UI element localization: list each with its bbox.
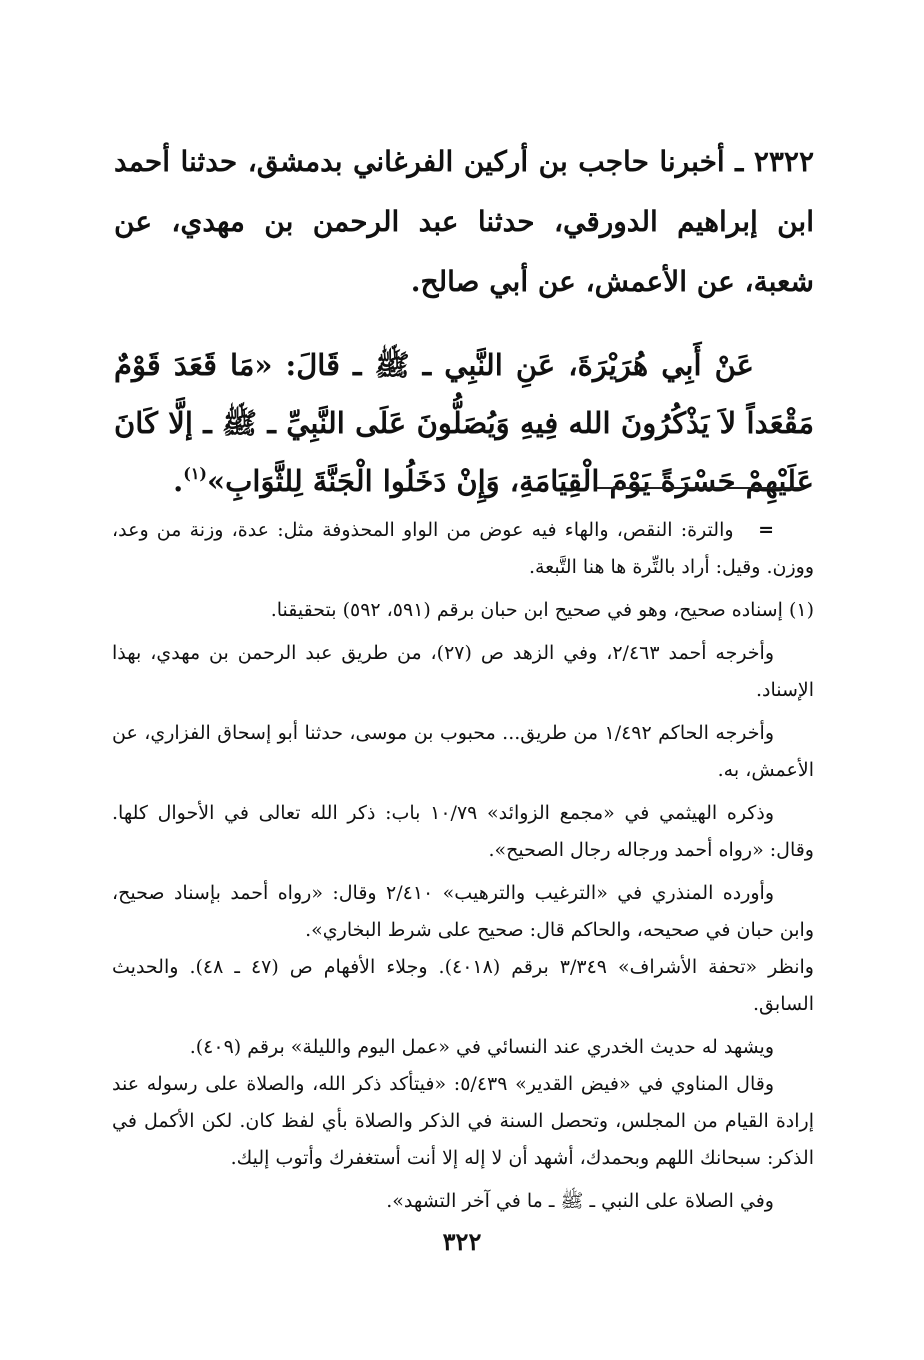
footnote-1-text: إسناده صحيح، وهو في صحيح ابن حبان برقم (٥٩١، ٥٩٢) بتحقيقنا. <box>270 599 783 621</box>
footnote-paragraph-munawi: وقال المناوي في «فيض القدير» ٥/٤٣٩: «فيتأكد ذكر الله، والصلاة على رسوله عند إرادة القيام من المجلس، وتحصل السنة في الذكر والصلاة بأي لفظ كان. لكن الأكمل في الذكر: سبحانك اللهم وبحمدك، أشهد أن لا إله إلا أنت أستغفرك وأتوب إليك. <box>112 1073 814 1169</box>
footnote-paragraph-mundhiri: وأورده المنذري في «الترغيب والترهيب» ٢/٤١٠ وقال: «رواه أحمد بإسناد صحيح، وابن حبان في صحيحه، والحاكم قال: صحيح على شرط البخاري». <box>112 882 814 941</box>
footnote-paragraph-ahmad: وأخرجه أحمد ٢/٤٦٣، وفي الزهد ص (٢٧)، من طريق عبد الرحمن بن مهدي، بهذا الإسناد. <box>112 642 814 701</box>
footnote-paragraph-hakim: وأخرجه الحاكم ١/٤٩٢ من طريق... محبوب بن موسى، حدثنا أبو إسحاق الفزاري، عن الأعمش، به. <box>112 722 814 781</box>
footnote-separator <box>597 487 803 489</box>
footnote-number: (١) <box>788 599 814 621</box>
main-text <box>114 132 814 510</box>
footnote-reference: (١) <box>183 464 207 483</box>
hadith-text: عَنْ أَبِي هُرَيْرَةَ، عَنِ النَّبِي ـ ﷺ ـ قَالَ: «مَا قَعَدَ قَوْمٌ مَقْعَداً لاَ يَذْكُرُونَ الله فِيهِ وَيُصَلُّونَ عَلَى النَّبِيِّ ـ ﷺ ـ إلَّا كَانَ عَلَيْهِمْ حَسْرَةً يَوْمَ الْقِيَامَةِ، وَإِنْ دَخَلُوا الْجَنَّةَ لِلثَّوَابِ» <box>114 348 814 498</box>
page-number: ٣٢٢ <box>442 1227 482 1256</box>
footnote-paragraph-khudri: ويشهد له حديث الخدري عند النسائي في «عمل اليوم والليلة» برقم (٤٠٩). <box>189 1036 774 1058</box>
footnotes <box>112 512 814 1226</box>
continuation-marker: = <box>758 519 774 541</box>
footnote-1 <box>112 592 814 635</box>
footnote-paragraph-haythami: وذكره الهيثمي في «مجمع الزوائد» ١٠/٧٩ باب: ذكر الله تعالى في الأحوال كلها. وقال: «رواه أحمد ورجاله رجال الصحيح». <box>112 802 814 861</box>
footnote-continuation <box>112 512 814 592</box>
footnote-paragraph-salat: وفي الصلاة على النبي ـ ﷺ ـ ما في آخر التشهد». <box>386 1190 774 1212</box>
hadith-end-mark: . <box>173 464 184 498</box>
continuation-text: والترة: النقص، والهاء فيه عوض من الواو المحذوفة مثل: عدة، وزنة من وعد، ووزن. وقيل: أراد بالتِّرة ها هنا التَّبعة. <box>112 519 814 578</box>
footnote-paragraph-tuhfa: وانظر «تحفة الأشراف» ٣/٣٤٩ برقم (٤٠١٨). وجلاء الأفهام ص (٤٧ ـ ٤٨). والحديث السابق. <box>112 956 814 1015</box>
isnad-paragraph: ٢٣٢٢ ـ أخبرنا حاجب بن أركين الفرغاني بدمشق، حدثنا أحمد ابن إبراهيم الدورقي، حدثنا عبد الرحمن بن مهدي، عن شعبة، عن الأعمش، عن أبي صالح. <box>114 145 814 298</box>
hadith-paragraph <box>114 336 814 510</box>
